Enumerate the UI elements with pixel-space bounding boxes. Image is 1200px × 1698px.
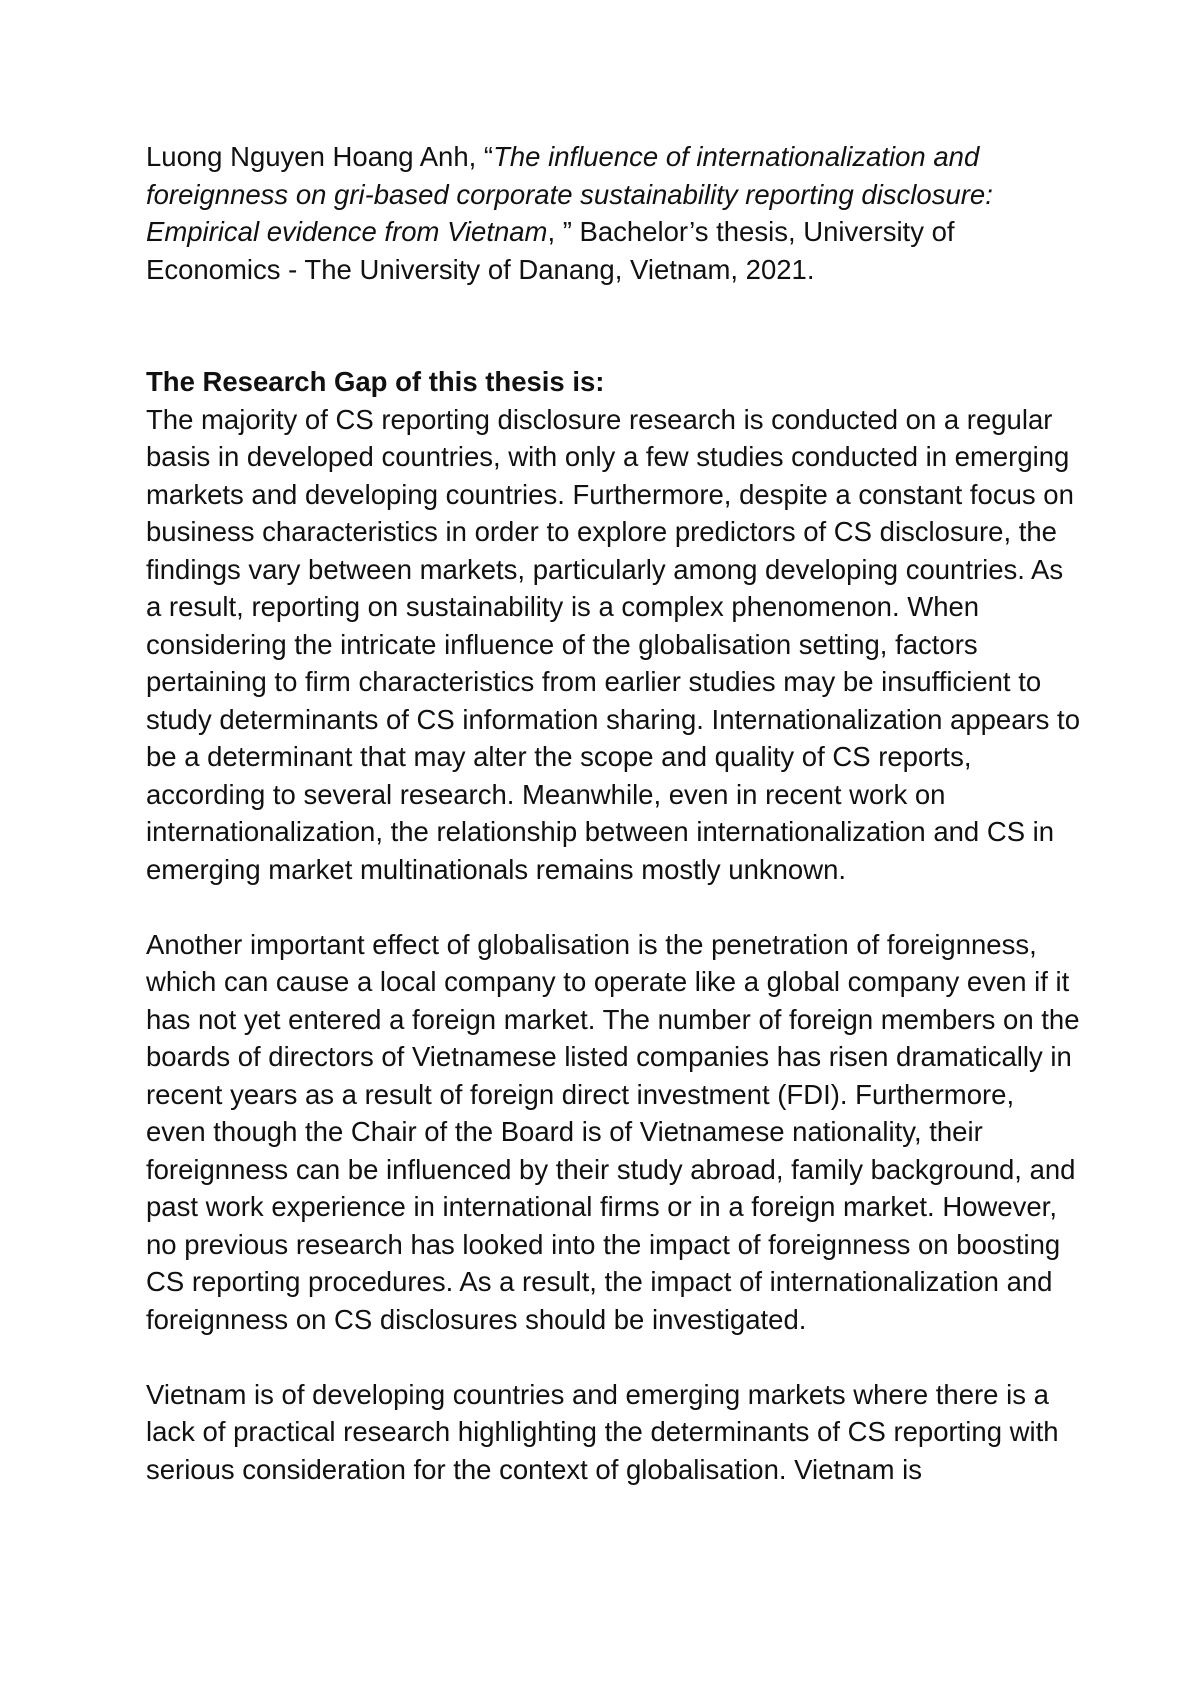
paragraph-research-gap-1: The majority of CS reporting disclosure research is conducted on a regular basis in developed countries, with only a few studies conducted in emerging markets and developing countries. Furthermore, despite a constant focus on business characteristics in order to explore predictors of CS disclosure, the findings vary between markets, particularly among developing countries. As a result, reporting on sustainability is a complex phenomenon. When considering the intricate influence of the globalisation setting, factors pertaining to firm characteristics from earlier studies may be insufficient to study determinants of CS information sharing. Internationalization appears to be a determinant that may alter the scope and quality of CS reports, according to several research. Meanwhile, even in recent work on internationalization, the relationship between internationalization and CS in emerging market multinationals remains mostly unknown. (146, 403, 1080, 885)
document-page (146, 138, 1081, 1488)
citation-author: Luong Nguyen Hoang Anh, “ (146, 141, 494, 172)
citation-title: The influence of internationalization and foreignness on gri-based corporate sustainability reporting disclosure: Empirical evidence from Vietnam (146, 141, 993, 247)
citation-details: , ” Bachelor’s thesis, University of Economics - The University of Danang, Vietnam, 2021. (146, 216, 955, 285)
section-heading: The Research Gap of this thesis is: (146, 366, 605, 397)
citation (146, 138, 1081, 288)
paragraph-research-gap-3: Vietnam is of developing countries and emerging markets where there is a lack of practical research highlighting the determinants of CS reporting with serious consideration for the context of globalisation. Vietnam is (146, 1378, 1059, 1485)
paragraph-research-gap-2: Another important effect of globalisation is the penetration of foreignness, which can cause a local company to operate like a global company even if it has not yet entered a foreign market. The number of foreign members on the boards of directors of Vietnamese listed companies has risen dramatically in recent years as a result of foreign direct investment (FDI). Furthermore, even though the Chair of the Board is of Vietnamese nationality, their foreignness can be influenced by their study abroad, family background, and past work experience in international firms or in a foreign market. However, no previous research has looked into the impact of foreignness on boosting CS reporting procedures. As a result, the impact of internationalization and foreignness on CS disclosures should be investigated. (146, 928, 1080, 1335)
